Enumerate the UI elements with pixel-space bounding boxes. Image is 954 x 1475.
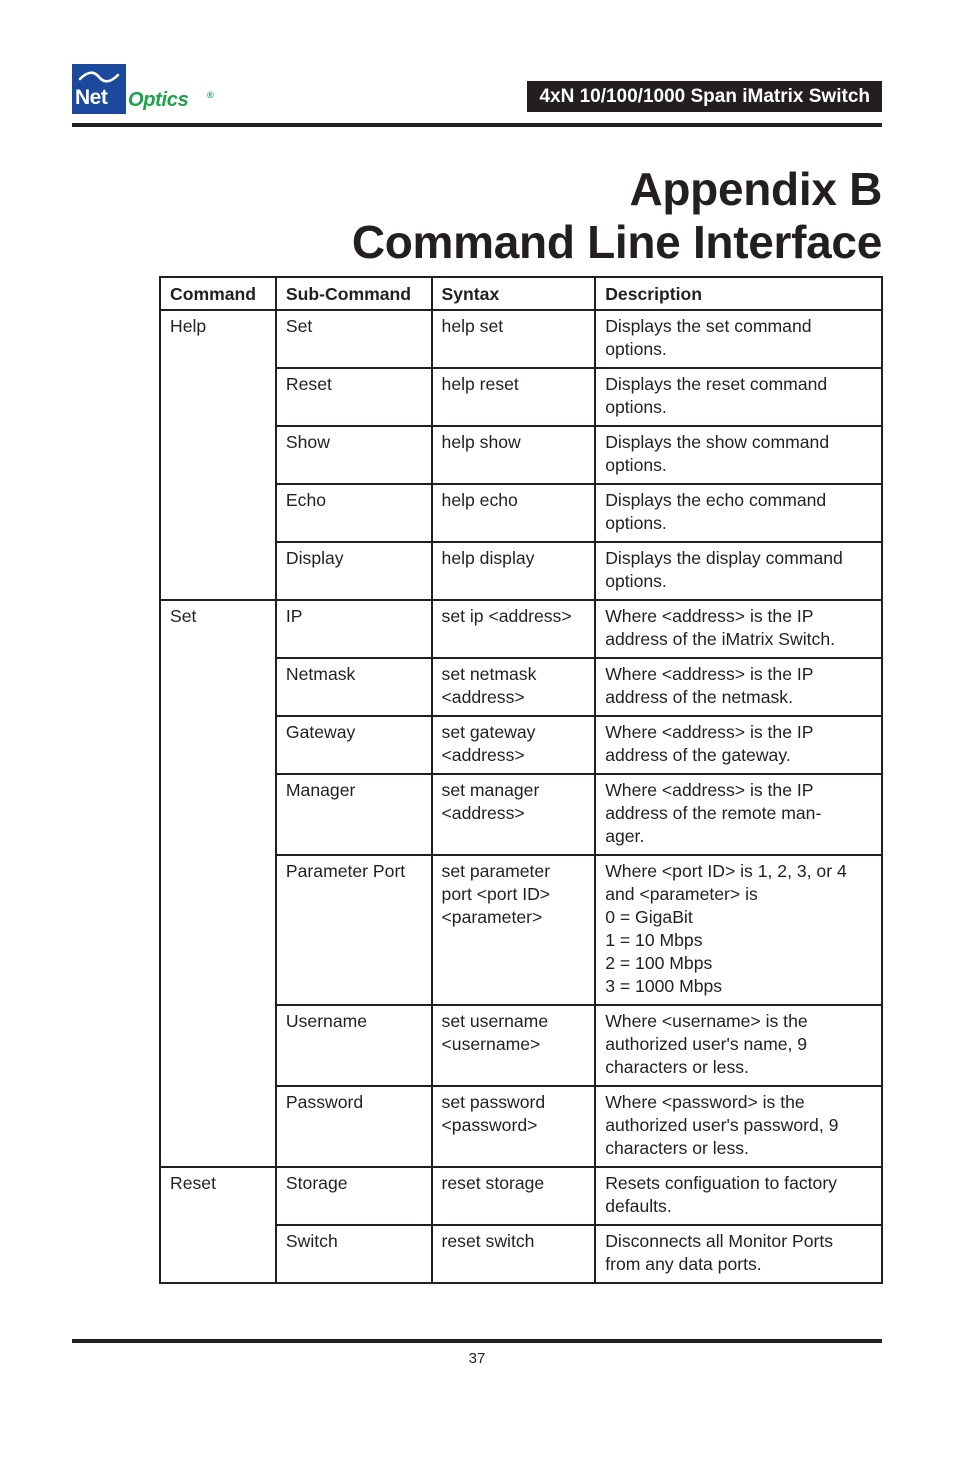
description-cell: Displays the echo command options. (595, 484, 882, 542)
sub-command-cell: Switch (276, 1225, 432, 1283)
syntax-cell: help show (432, 426, 596, 484)
logo-optics-text: Optics (128, 89, 189, 111)
column-header-command: Command (160, 277, 276, 310)
description-cell: Where <username> is the authorized user's name, 9 characters or less. (595, 1005, 882, 1086)
page-number: 37 (468, 1350, 486, 1367)
description-cell: Where <address> is the IP address of the iMatrix Switch. (595, 600, 882, 658)
syntax-cell: set username <username> (432, 1005, 596, 1086)
description-cell: Where <address> is the IP address of the remote man- ager. (595, 774, 882, 855)
description-cell: Where <password> is the authorized user's password, 9 characters or less. (595, 1086, 882, 1167)
sub-command-cell: Username (276, 1005, 432, 1086)
syntax-cell: help reset (432, 368, 596, 426)
syntax-cell: help echo (432, 484, 596, 542)
description-cell: Resets configuation to factory defaults. (595, 1167, 882, 1225)
sub-command-cell: Reset (276, 368, 432, 426)
sub-command-cell: Parameter Port (276, 855, 432, 1005)
title-line-1: Appendix B (629, 163, 882, 215)
syntax-cell: set manager <address> (432, 774, 596, 855)
logo-net-text: Net (75, 86, 108, 109)
column-header-sub-command: Sub-Command (276, 277, 432, 310)
command-cell: Reset (160, 1167, 276, 1283)
footer-divider (72, 1339, 882, 1343)
table-header-row (160, 277, 882, 310)
description-cell: Displays the reset command options. (595, 368, 882, 426)
sub-command-cell: Show (276, 426, 432, 484)
syntax-cell: set gateway <address> (432, 716, 596, 774)
description-cell: Where <address> is the IP address of the netmask. (595, 658, 882, 716)
netoptics-logo (72, 64, 222, 116)
sub-command-cell: Gateway (276, 716, 432, 774)
description-cell: Where <address> is the IP address of the gateway. (595, 716, 882, 774)
syntax-cell: set netmask <address> (432, 658, 596, 716)
syntax-cell: set password <password> (432, 1086, 596, 1167)
description-cell: Where <port ID> is 1, 2, 3, or 4 and <parameter> is 0 = GigaBit 1 = 10 Mbps 2 = 100 Mbps 3 = 1000 Mbps (595, 855, 882, 1005)
sub-command-cell: Password (276, 1086, 432, 1167)
column-header-description: Description (595, 277, 882, 310)
description-cell: Displays the display command options. (595, 542, 882, 600)
command-cell: Help (160, 310, 276, 600)
header-divider (72, 123, 882, 127)
table-row (160, 600, 882, 658)
syntax-cell: help display (432, 542, 596, 600)
sub-command-cell: Echo (276, 484, 432, 542)
registered-mark: ® (207, 90, 214, 100)
sub-command-cell: Manager (276, 774, 432, 855)
syntax-cell: help set (432, 310, 596, 368)
logo-box (72, 64, 126, 114)
page-title (352, 163, 882, 269)
description-cell: Disconnects all Monitor Ports from any data ports. (595, 1225, 882, 1283)
syntax-cell: set ip <address> (432, 600, 596, 658)
sub-command-cell: Storage (276, 1167, 432, 1225)
description-cell: Displays the set command options. (595, 310, 882, 368)
sub-command-cell: IP (276, 600, 432, 658)
command-table (159, 276, 883, 1284)
syntax-cell: reset storage (432, 1167, 596, 1225)
wave-icon (78, 70, 120, 84)
table-row (160, 1167, 882, 1225)
title-line-2: Command Line Interface (351, 216, 882, 268)
document-title-banner: 4xN 10/100/1000 Span iMatrix Switch (527, 81, 882, 112)
command-cell: Set (160, 600, 276, 1167)
description-cell: Displays the show command options. (595, 426, 882, 484)
syntax-cell: reset switch (432, 1225, 596, 1283)
sub-command-cell: Display (276, 542, 432, 600)
syntax-cell: set parameter port <port ID> <parameter> (432, 855, 596, 1005)
column-header-syntax: Syntax (432, 277, 596, 310)
sub-command-cell: Set (276, 310, 432, 368)
sub-command-cell: Netmask (276, 658, 432, 716)
table-row (160, 310, 882, 368)
